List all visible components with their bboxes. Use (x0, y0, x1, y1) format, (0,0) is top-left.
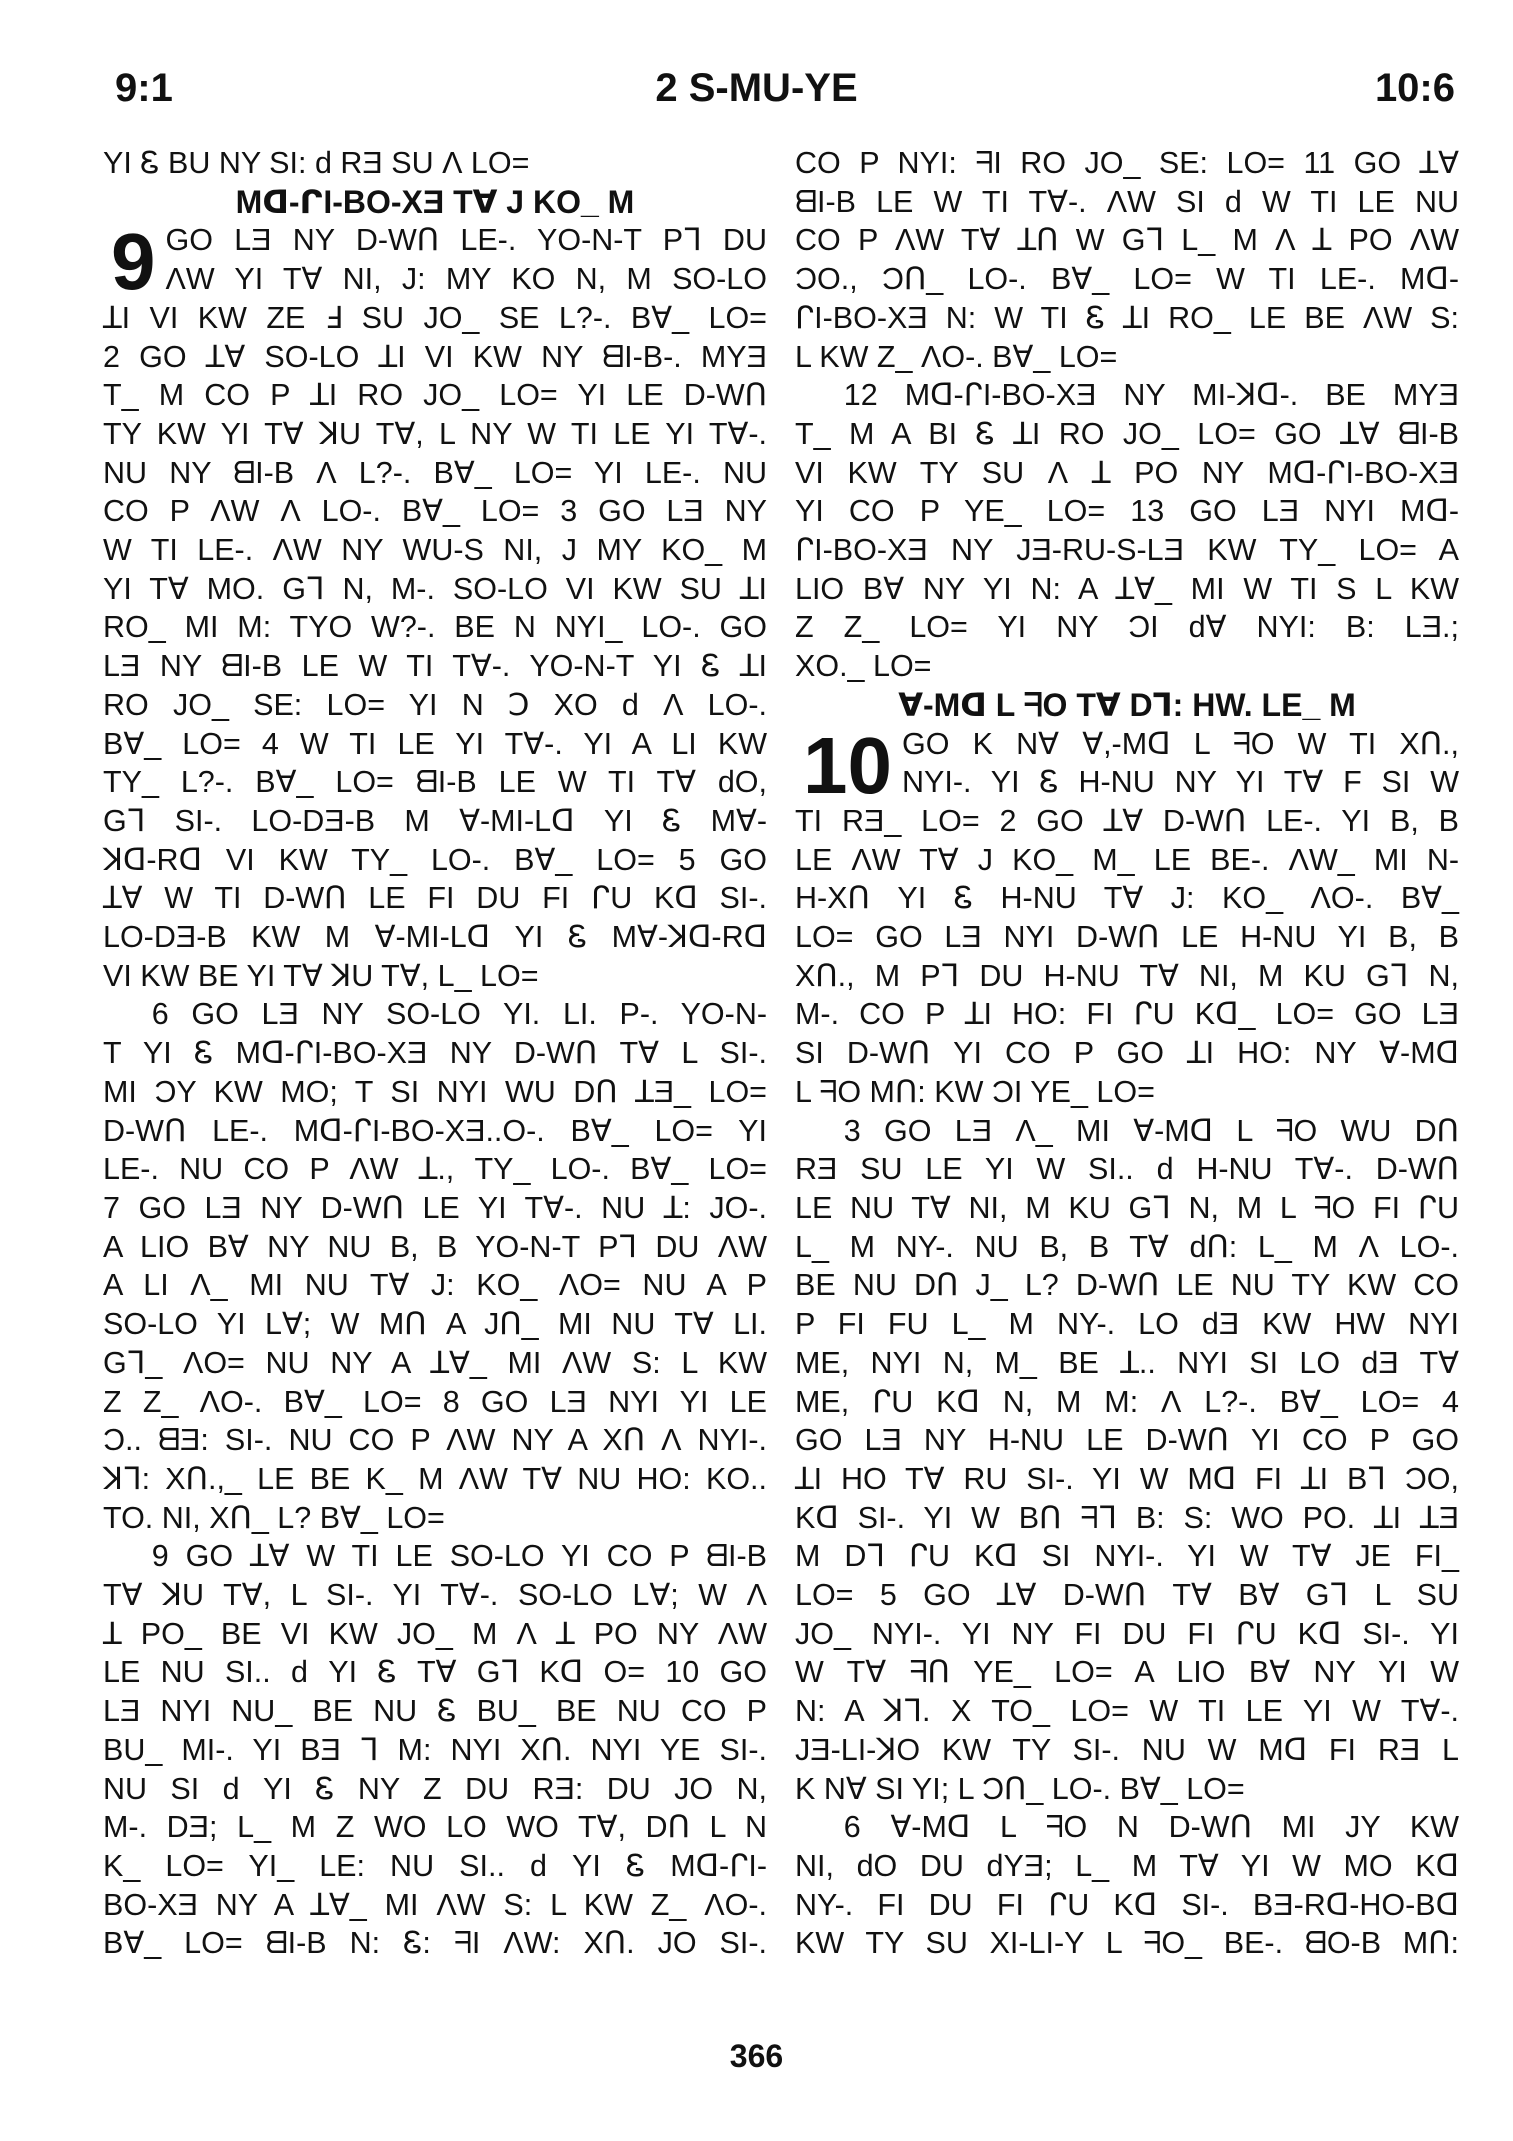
line-text: KW TY SU XI-LI-Y L ᖷO_ BE-. ᗺO-B Mᑎ: (795, 1926, 1459, 1961)
text-line (795, 918, 1459, 957)
text-line (795, 1305, 1459, 1344)
text-line (103, 686, 767, 725)
book-title: 2 S-MU-YE (655, 66, 858, 110)
line-text: LO= GO LƎ NYI D-Wᑎ LE H-NU YI B, B (795, 920, 1459, 955)
text-line (795, 1924, 1459, 1963)
text-line (103, 1615, 767, 1654)
line-text: LƎ NY ᗺI-B LE W TI TⱯ-. YO-N-T YI Ꮛ ꓕI (103, 649, 767, 684)
left-column (103, 144, 767, 1963)
line-text: TⱯ ꓘU TⱯ, L SI-. YI TⱯ-. SO-LO LⱯ; W Ʌ (103, 1578, 767, 1613)
chapter-number: 10 (803, 720, 892, 810)
text-line (795, 957, 1459, 996)
line-text: BE NU Dᑎ J_ L? D-Wᑎ LE NU TY KW CO (795, 1268, 1459, 1303)
text-line (795, 531, 1459, 570)
text-line (103, 1499, 767, 1538)
text-line (103, 1112, 767, 1151)
text-line (103, 1305, 767, 1344)
text-line (103, 763, 767, 802)
text-line (795, 1189, 1459, 1228)
text-line (103, 1421, 767, 1460)
line-text: N: A ꓘᒣ. X TO_ LO= W TI LE YI W TⱯ-. (795, 1694, 1459, 1729)
line-text: CO P ɅW TⱯ ꓕᑎ W Gᒣ L_ M Ʌ ꓕ PO ɅW (795, 223, 1459, 258)
line-text: MI ϽY KW MO; T SI NYI WU Dᑎ ꓕƎ_ LO= (103, 1074, 767, 1109)
line-text: ᒋI-BO-XƎ N: W TI Ꮛ ꓕI RO_ LE BE ɅW S: (795, 300, 1459, 335)
text-line (103, 415, 767, 454)
text-line (103, 217, 767, 307)
line-text: RƎ SU LE YI W SI.. ԁ H-NU TⱯ-. D-Wᑎ (795, 1152, 1459, 1187)
text-line (103, 1460, 767, 1499)
text-line (795, 720, 1459, 810)
text-line (795, 221, 1459, 260)
line-text: W TI LE-. ɅW NY WU-S NI, J MY KO_ M (103, 533, 767, 568)
text-line (103, 1808, 767, 1847)
line-text: JƎ-LI-ꓘO KW TY SI-. NU W Mᗡ FI RƎ L (795, 1732, 1459, 1767)
text-line (795, 144, 1459, 183)
text-line (103, 1576, 767, 1615)
line-text: YI Ꮛ BU NY SI: ԁ RƎ SU Ʌ LO= (103, 146, 530, 180)
line-text: ꓘᗡ-Rᗡ VI KW TY_ LO-. BⱯ_ LO= 5 GO (103, 842, 767, 877)
line-text: T_ M CO P ꓕI RO JO_ LO= YI LE D-Wᑎ (103, 378, 767, 413)
text-line (103, 338, 767, 377)
text-line (103, 1692, 767, 1731)
text-line (795, 1847, 1459, 1886)
line-text: GO LƎ NY H-NU LE D-Wᑎ YI CO P GO (795, 1423, 1459, 1458)
line-text: NY-. FI DU FI ᒋU Kᗡ SI-. BƎ-Rᗡ-HO-Bᗡ (795, 1887, 1459, 1922)
line-text: LE ɅW TⱯ J KO_ M_ LE BE-. ɅW_ MI N- (795, 842, 1459, 877)
line-text: GO K NⱯ Ɐ,-Mᗡ L ᖷO W TI Xᑎ., (901, 726, 1459, 761)
text-line (795, 1112, 1459, 1151)
chapter-verse-start: 9:1 (115, 66, 173, 110)
text-line (103, 1770, 767, 1809)
line-text: Z Z_ ɅO-. BⱯ_ LO= 8 GO LƎ NYI YI LE (103, 1384, 767, 1419)
text-line (795, 608, 1459, 647)
text-line (103, 802, 767, 841)
text-line (795, 260, 1459, 299)
line-text: T_ M A BI Ꮛ ꓕI RO JO_ LO= GO ꓕⱯ ᗺI-B (795, 416, 1459, 451)
text-line (103, 1653, 767, 1692)
text-line (103, 144, 767, 183)
line-text: ꓕI VI KW ZE Ⅎ SU JO_ SE L?-. BⱯ_ LO= (103, 300, 767, 335)
text-line (795, 1886, 1459, 1925)
text-line (103, 1073, 767, 1112)
text-line (103, 879, 767, 918)
right-column (795, 144, 1459, 1963)
line-text: TI RƎ_ LO= 2 GO ꓕⱯ D-Wᑎ LE-. YI B, B (795, 803, 1459, 838)
section-heading (103, 183, 767, 222)
text-line (103, 841, 767, 880)
line-text (795, 763, 1459, 802)
text-line (103, 1228, 767, 1267)
line-text: H-Xᑎ YI Ꮛ H-NU TⱯ J: KO_ ɅO-. BⱯ_ (795, 881, 1459, 916)
text-line (103, 1731, 767, 1770)
text-line (795, 1653, 1459, 1692)
line-text: D-Wᑎ LE-. Mᗡ-ᒋI-BO-XƎ..O-. BⱯ_ LO= YI (103, 1113, 767, 1148)
text-line (103, 995, 767, 1034)
text-line (795, 1615, 1459, 1654)
line-text: BⱯ_ LO= 4 W TI LE YI TⱯ-. YI A LI KW (103, 726, 767, 761)
line-text: LE NU SI.. ԁ YI Ꮛ TⱯ Gᒣ Kᗡ O= 10 GO (103, 1655, 767, 1690)
text-line (103, 1189, 767, 1228)
line-text: ꓕI HO TⱯ RU SI-. YI W Mᗡ FI ꓕI Bᒣ ϽO, (795, 1461, 1459, 1496)
text-line (795, 338, 1459, 377)
line-text: ME, NYI N, M_ BE ꓕ.. NYI SI LO ԁƎ TⱯ (795, 1345, 1459, 1380)
text-line (795, 1344, 1459, 1383)
line-text: L ᖷO Mᑎ: KW ϽI YE_ LO= (795, 1074, 1155, 1109)
line-text: Kᗡ SI-. YI W Bᑎ ᖷᒣ B: S: WO PO. ꓕI ꓕƎ (795, 1500, 1459, 1535)
line-text: 2 GO ꓕⱯ SO-LO ꓕI VI KW NY ᗺI-B-. MYƎ (103, 339, 767, 374)
line-text: M Dᒣ ᒋU Kᗡ SI NYI-. YI W TⱯ JE FI_ (795, 1539, 1459, 1574)
text-line (103, 492, 767, 531)
text-line (795, 1499, 1459, 1538)
line-text: NI, ԁO DU ԁYƎ; L_ M TⱯ YI W MO Kᗡ (795, 1848, 1459, 1883)
text-line (795, 1421, 1459, 1460)
text-line (795, 454, 1459, 493)
line-text: ϽO., Ͻᑎ_ LO-. BⱯ_ LO= W TI LE-. Mᗡ- (795, 262, 1459, 297)
line-text: YI TⱯ MO. Gᒣ N, M-. SO-LO VI KW SU ꓕI (103, 571, 767, 606)
text-line (795, 802, 1459, 841)
line-text: K NⱯ SI YI; L Ͻᑎ_ LO-. BⱯ_ LO= (795, 1771, 1245, 1806)
line-text: BU_ MI-. YI BƎ ᒣ M: NYI Xᑎ. NYI YE SI-. (103, 1732, 767, 1767)
line-text: Gᒣ SI-. LO-DƎ-B M Ɐ-MI-Lᗡ YI Ꮛ MⱯ- (103, 803, 767, 838)
text-line (795, 1460, 1459, 1499)
line-text: 6 GO LƎ NY SO-LO YI. LI. P-. YO-N- (151, 997, 767, 1032)
line-text: LE-. NU CO P ɅW ꓕ., TY_ LO-. BⱯ_ LO= (103, 1152, 767, 1187)
text-line (795, 647, 1459, 686)
line-text: T YI Ꮛ Mᗡ-ᒋI-BO-XƎ NY D-Wᑎ TⱯ L SI-. (103, 1036, 767, 1071)
line-text: RO JO_ SE: LO= YI N Ↄ XO ԁ Ʌ LO-. (103, 687, 767, 722)
text-line (795, 1537, 1459, 1576)
text-line (795, 299, 1459, 338)
line-text: XO._ LO= (795, 649, 932, 684)
line-text (103, 260, 767, 299)
line-text: GO LƎ NY D-Wᑎ LE-. YO-N-T Pᒣ DU (165, 223, 767, 258)
line-text: L_ M NY-. NU B, B TⱯ ԁᑎ: L_ M Ʌ LO-. (795, 1229, 1459, 1264)
line-text: LƎ NYI NU_ BE NU Ꮛ BU_ BE NU CO P (103, 1694, 767, 1729)
chapter-number: 9 (111, 217, 156, 307)
text-line (103, 608, 767, 647)
line-text: CO P NYI: ᖷI RO JO_ SE: LO= 11 GO ꓕⱯ (795, 146, 1459, 180)
line-text: LO-DƎ-B KW M Ɐ-MI-Lᗡ YI Ꮛ MⱯ-ꓘᗡ-Rᗡ (103, 920, 767, 955)
line-text: TY_ L?-. BⱯ_ LO= ᗺI-B LE W TI TⱯ ԁO, (103, 765, 767, 800)
line-text: LIO BⱯ NY YI N: A ꓕⱯ_ MI W TI S L KW (795, 571, 1459, 606)
text-line (103, 647, 767, 686)
line-text: SO-LO YI LⱯ; W Mᑎ A Jᑎ_ MI NU TⱯ LI. (103, 1307, 767, 1342)
line-text: TY KW YI TⱯ ꓘU TⱯ, L NY W TI LE YI TⱯ-. (103, 416, 767, 451)
line-text: BO-XƎ NY A ꓕⱯ_ MI ɅW S: L KW Z_ ɅO-. (103, 1887, 767, 1922)
line-text: 3 GO LƎ Ʌ_ MI Ɐ-Mᗡ L ᖷO WU Dᑎ (843, 1113, 1459, 1148)
section-heading (795, 686, 1459, 725)
text-line (795, 1576, 1459, 1615)
text-line (795, 1383, 1459, 1422)
text-line (103, 1344, 767, 1383)
text-line (103, 570, 767, 609)
line-text: NYI-. YI Ꮛ H-NU NY YI TⱯ F SI W (901, 765, 1459, 800)
line-text: 12 Mᗡ-ᒋI-BO-XƎ NY MI-ꓘᗡ-. BE MYƎ (843, 378, 1459, 413)
text-line (103, 918, 767, 957)
line-text: Mᗡ-ᒋI-BO-XƎ TⱯ J KO_ M (235, 183, 635, 220)
text-line (795, 570, 1459, 609)
text-line (103, 1537, 767, 1576)
line-text: SI D-Wᑎ YI CO P GO ꓕI HO: NY Ɐ-Mᗡ (795, 1036, 1459, 1071)
text-line (795, 1266, 1459, 1305)
line-text: 7 GO LƎ NY D-Wᑎ LE YI TⱯ-. NU ꓕ: JO-. (103, 1190, 767, 1225)
text-line (795, 1228, 1459, 1267)
line-text: A LI Ʌ_ MI NU TⱯ J: KO_ ɅO= NU A P (103, 1268, 767, 1303)
text-line (103, 1034, 767, 1073)
line-text: NU SI ԁ YI Ꮛ NY Z DU RƎ: DU JO N, (103, 1771, 767, 1806)
line-text: M-. DƎ; L_ M Z WO LO WO TⱯ, Dᑎ L N (103, 1810, 767, 1845)
text-line (103, 299, 767, 338)
line-text: ꓘᒣ: Xᑎ.,_ LE BE K_ M ɅW TⱯ NU HO: KO.. (103, 1461, 767, 1496)
text-line (103, 531, 767, 570)
line-text: YI CO P YE_ LO= 13 GO LƎ NYI Mᗡ- (795, 494, 1459, 529)
text-line (795, 376, 1459, 415)
line-text: TO. NI, Xᑎ_ L? BⱯ_ LO= (103, 1500, 445, 1535)
text-line (795, 1034, 1459, 1073)
text-line (103, 1150, 767, 1189)
text-line (103, 1847, 767, 1886)
text-line (103, 1383, 767, 1422)
text-line (103, 725, 767, 764)
page-number: 366 (729, 2038, 784, 2074)
text-line (795, 1770, 1459, 1809)
text-line (795, 183, 1459, 222)
line-text: Gᒣ_ ɅO= NU NY A ꓕⱯ_ MI ɅW S: L KW (103, 1345, 767, 1380)
text-line (103, 1266, 767, 1305)
line-text: NU NY ᗺI-B Ʌ L?-. BⱯ_ LO= YI LE-. NU (103, 455, 767, 490)
line-text: RO_ MI M: TYO W?-. BE N NYI_ LO-. GO (103, 610, 767, 645)
text-line (795, 415, 1459, 454)
text-line (103, 454, 767, 493)
line-text: K_ LO= YI_ LE: NU SI.. ԁ YI Ꮛ Mᗡ-ᒋI- (103, 1848, 767, 1883)
text-line (795, 1150, 1459, 1189)
line-text: L KW Z_ ɅO-. BⱯ_ LO= (795, 339, 1118, 374)
text-line (103, 1924, 767, 1963)
line-text: ɅW YI TⱯ NI, J: MY KO N, M SO-LO (165, 262, 767, 297)
text-line (795, 995, 1459, 1034)
line-text: Ͻ.. ᗺƎ: SI-. NU CO P ɅW NY A Xᑎ Ʌ NYI-. (103, 1423, 767, 1458)
line-text: JO_ NYI-. YI NY FI DU FI ᒋU Kᗡ SI-. YI (795, 1616, 1459, 1651)
line-text: LE NU TⱯ NI, M KU Gᒣ N, M L ᖷO FI ᒋU (795, 1190, 1459, 1225)
line-text: ꓕ PO_ BE VI KW JO_ M Ʌ ꓕ PO NY ɅW (103, 1616, 767, 1651)
line-text: LO= 5 GO ꓕⱯ D-Wᑎ TⱯ BⱯ Gᒣ L SU (795, 1578, 1459, 1613)
line-text: CO P ɅW Ʌ LO-. BⱯ_ LO= 3 GO LƎ NY (103, 494, 767, 529)
line-text: 6 Ɐ-Mᗡ L ᖷO N D-Wᑎ MI JY KW (843, 1810, 1459, 1845)
text-line (795, 841, 1459, 880)
line-text: ꓕⱯ W TI D-Wᑎ LE FI DU FI ᒋU Kᗡ SI-. (103, 881, 767, 916)
line-text: ᗺI-B LE W TI TⱯ-. ɅW SI ԁ W TI LE NU (795, 184, 1459, 219)
text-line (795, 1808, 1459, 1847)
line-text: BⱯ_ LO= ᗺI-B N: Ꮛ: ᖷI ɅW: Xᑎ. JO SI-. (103, 1926, 767, 1961)
text-line (795, 879, 1459, 918)
text-line (795, 1073, 1459, 1112)
line-text: VI KW BE YI TⱯ ꓘU TⱯ, L_ LO= (103, 958, 539, 993)
line-text: A LIO BⱯ NY NU B, B YO-N-T Pᒣ DU ɅW (103, 1229, 767, 1264)
line-text: P FI FU L_ M NY-. LO ԁƎ KW HW NYI (795, 1307, 1459, 1342)
chapter-verse-end: 10:6 (1374, 66, 1455, 110)
text-line (103, 1886, 767, 1925)
text-line (795, 1692, 1459, 1731)
text-line (103, 376, 767, 415)
text-line (795, 492, 1459, 531)
line-text: Z Z_ LO= YI NY ϽI ԁⱯ NYI: B: LƎ.; (795, 610, 1459, 645)
text-line (795, 1731, 1459, 1770)
line-text: M-. CO P ꓕI HO: FI ᒋU Kᗡ_ LO= GO LƎ (795, 997, 1459, 1032)
line-text: 9 GO ꓕⱯ W TI LE SO-LO YI CO P ᗺI-B (151, 1539, 767, 1574)
line-text: ᒋI-BO-XƎ NY JƎ-RU-S-LƎ KW TY_ LO= A (795, 533, 1459, 568)
line-text: VI KW TY SU Ʌ ꓕ PO NY Mᗡ-ᒋI-BO-XƎ (795, 455, 1459, 490)
line-text: ME, ᒋU Kᗡ N, M M: Ʌ L?-. BⱯ_ LO= 4 (795, 1384, 1459, 1419)
line-text: Xᑎ., M Pᒣ DU H-NU TⱯ NI, M KU Gᒣ N, (795, 958, 1459, 993)
line-text: W TⱯ ᖷᑎ YE_ LO= A LIO BⱯ NY YI W (795, 1655, 1459, 1690)
text-line (103, 957, 767, 996)
line-text: Ɐ-Mᗡ L ᖷO TⱯ Dᒣ: HW. LE_ M (898, 686, 1356, 723)
